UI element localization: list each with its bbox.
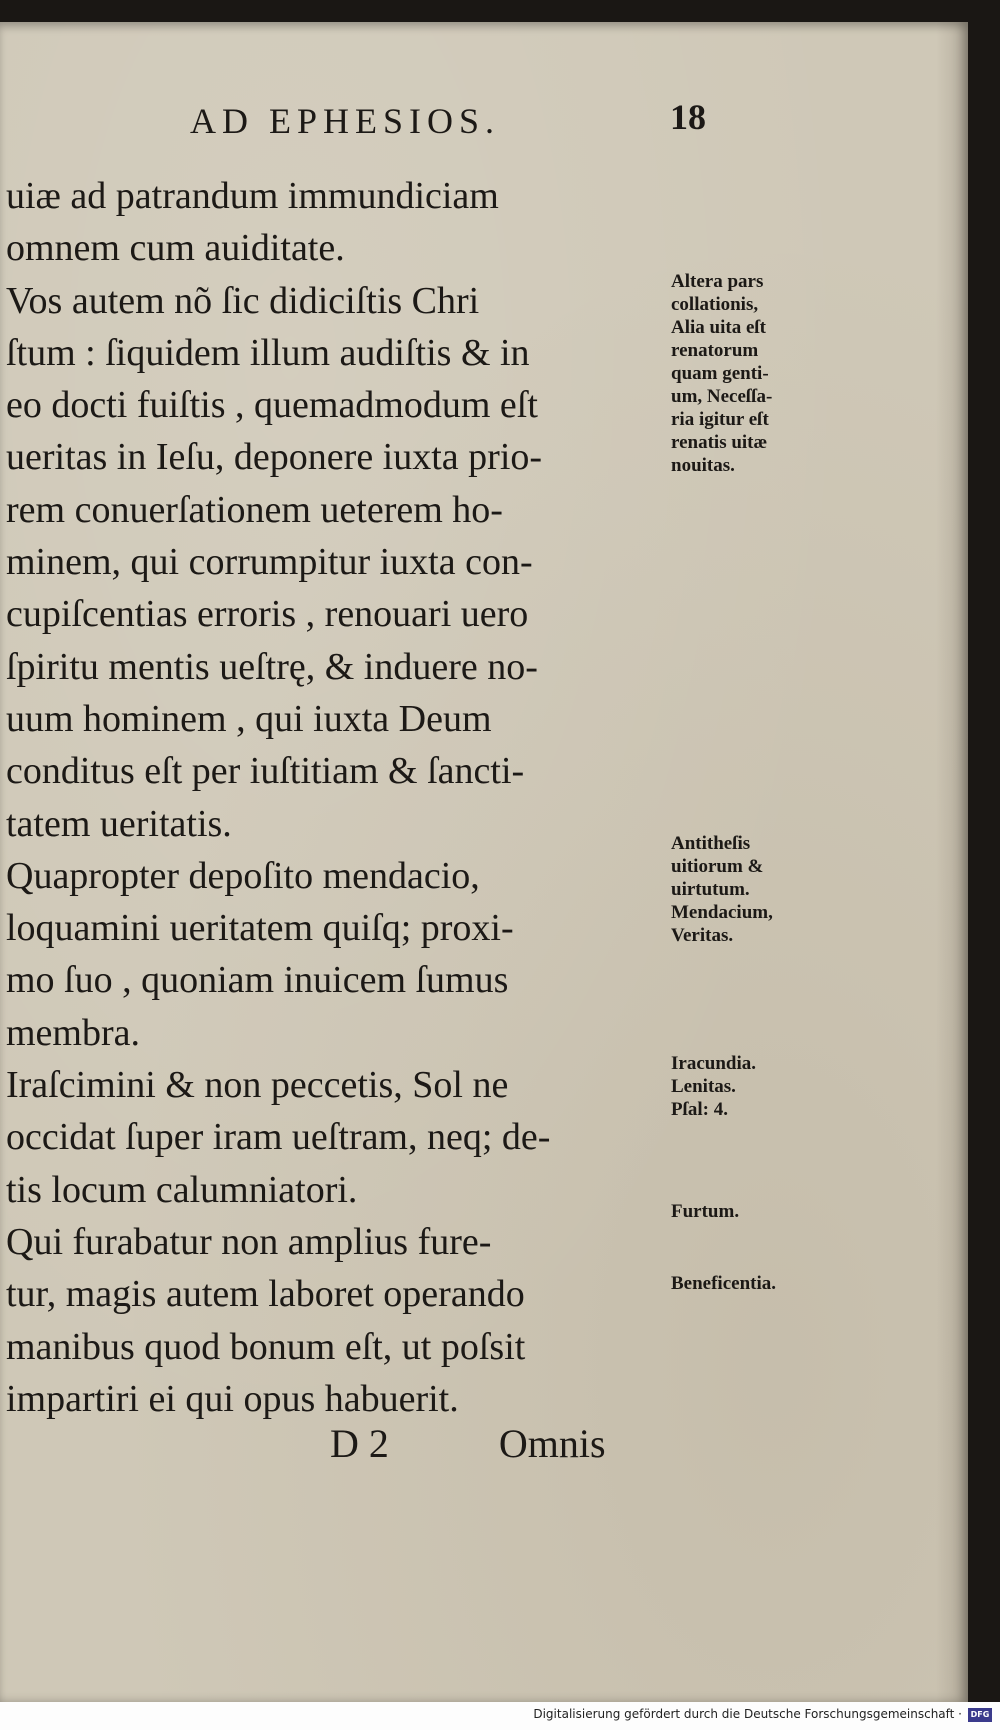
text-line: loquamini ueritatem quiſq; proxi- [6, 907, 514, 950]
running-head: AD EPHESIOS. [190, 101, 501, 141]
margin-note-line: quam genti- [671, 363, 769, 384]
margin-note-line: Pſal: 4. [671, 1099, 728, 1120]
margin-note-line: Alia uita eſt [671, 317, 766, 338]
margin-note-line: renatis uitæ [671, 432, 768, 453]
text-line: ſpiritu mentis ueſtrę, & induere no- [6, 645, 538, 688]
margin-note-line: Beneficentia. [671, 1273, 777, 1294]
margin-note-line: um, Neceſſa- [671, 386, 773, 407]
margin-note-new-life [671, 270, 831, 477]
text-line: uum hominem , qui iuxta Deum [6, 697, 492, 740]
text-line: impartiri ei qui opus habuerit. [6, 1377, 459, 1420]
margin-note-line: Altera pars [671, 271, 764, 292]
text-line: manibus quod bonum eſt, ut poſsit [6, 1325, 526, 1368]
text-line: Quapropter depoſito mendacio, [6, 854, 480, 897]
folio-number: 18 [670, 97, 706, 137]
text-line: rem conuerſationem ueterem ho- [6, 488, 503, 531]
text-line: tis locum calumniatori. [6, 1168, 358, 1211]
text-line: ueritas in Ieſu, deponere iuxta prio- [6, 436, 543, 479]
text-line: membra. [6, 1011, 141, 1054]
margin-note-line: collationis, [671, 294, 759, 315]
text-line: eo docti fuiſtis , quemadmodum eſt [6, 384, 538, 427]
margin-note-line: Antitheſis [671, 833, 751, 854]
catchword: Omnis [498, 1421, 606, 1466]
margin-note-beneficence [671, 1272, 831, 1295]
text-line: tatem ueritatis. [6, 802, 232, 845]
text-line: omnem cum auiditate. [6, 227, 345, 270]
margin-note-line: Furtum. [671, 1201, 740, 1222]
margin-note-line: renatorum [671, 340, 759, 361]
digitization-notice: Digitalisierung gefördert durch die Deutsche Forschungsgemeinschaft · [533, 1707, 962, 1721]
margin-note-anger [671, 1052, 831, 1121]
text-line: Vos autem nõ ſic didiciſtis Chri [6, 279, 480, 322]
text-line: occidat ſuper iram ueſtram, neq; de- [6, 1116, 551, 1159]
book-page [0, 22, 968, 1702]
text-line: tur, magis autem laboret operando [6, 1273, 525, 1316]
body-text [6, 170, 668, 1425]
margin-note-line: ria igitur eſt [671, 409, 769, 430]
margin-note-line: Mendacium, [671, 902, 773, 923]
digitization-footer [0, 1702, 1000, 1730]
text-line: Iraſcimini & non peccetis, Sol ne [6, 1064, 509, 1107]
margin-note-line: nouitas. [671, 455, 735, 476]
text-line: mo ſuo , quoniam inuicem ſumus [6, 959, 509, 1002]
text-line: cupiſcentias erroris , renouari uero [6, 593, 529, 636]
dfg-logo-icon: DFG [968, 1708, 992, 1722]
text-line: uiæ ad patrandum immundiciam [6, 175, 499, 217]
margin-note-theft [671, 1200, 831, 1223]
signature-mark: D 2 [330, 1421, 389, 1466]
page-edge-shadow [936, 22, 968, 1702]
margin-note-line: Veritas. [671, 925, 734, 946]
margin-note-line: uirtutum. [671, 879, 750, 900]
margin-note-line: Iracundia. [671, 1053, 756, 1074]
text-line: minem, qui corrumpitur iuxta con- [6, 541, 533, 584]
margin-note-line: uitiorum & [671, 856, 764, 877]
margin-note-antithesis [671, 832, 831, 947]
margin-note-line: Lenitas. [671, 1076, 736, 1097]
text-line: conditus eſt per iuſtitiam & ſancti- [6, 750, 525, 793]
text-line: ſtum : ſiquidem illum audiſtis & in [6, 331, 530, 374]
signature-catchword-line [330, 1420, 606, 1467]
text-line: Qui furabatur non amplius fure- [6, 1220, 492, 1263]
